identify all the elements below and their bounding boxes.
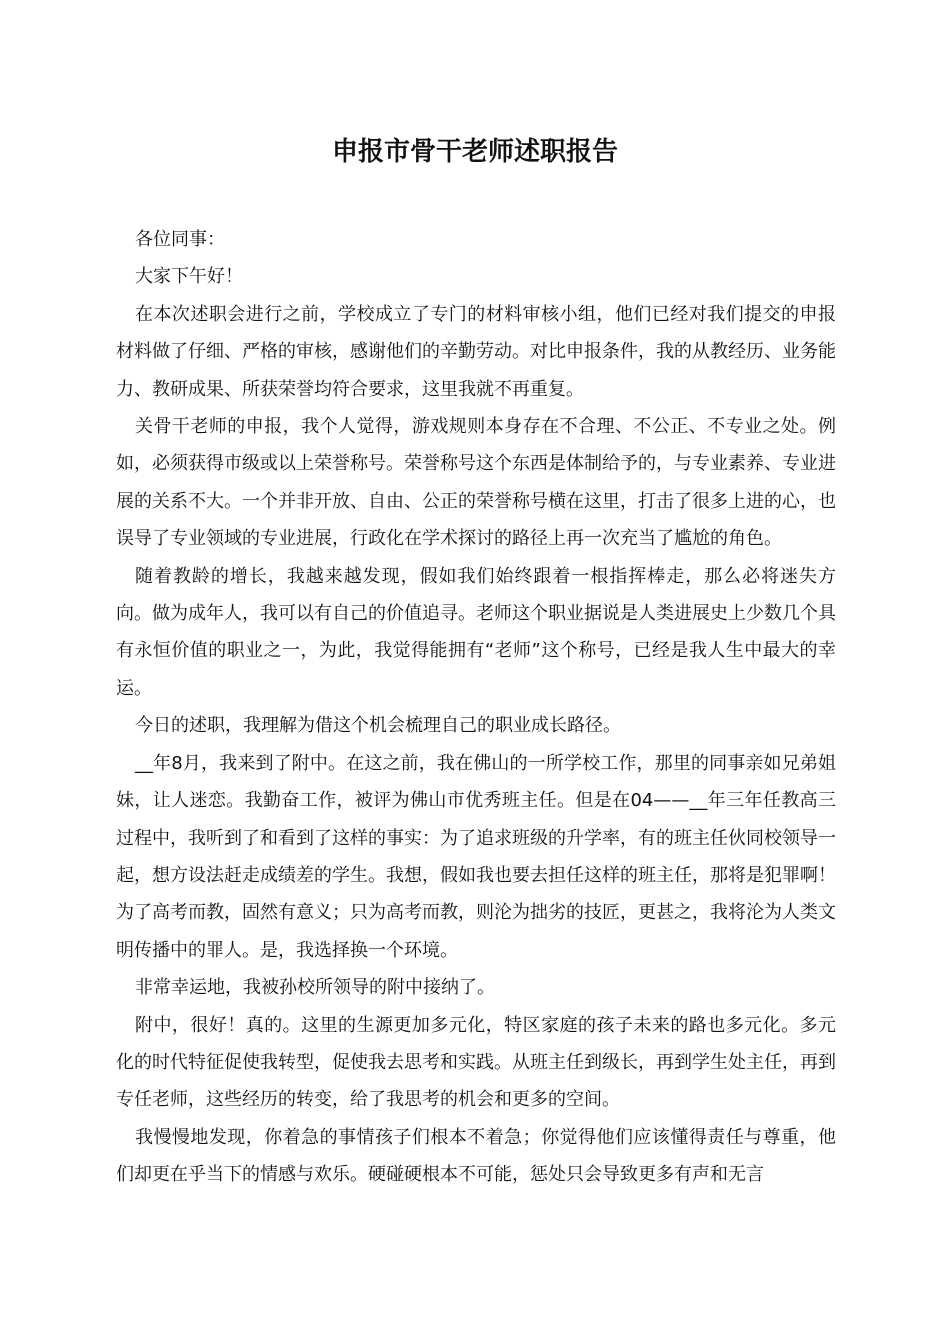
document-body <box>116 221 836 1194</box>
paragraph: __年8月，我来到了附中。在这之前，我在佛山的一所学校工作，那里的同事亲如兄弟姐妹，让人迷恋。我勤奋工作，被评为佛山市优秀班主任。但是在04——__年三年任教高三过程中，我听到了和看到了这样的事实：为了追求班级的升学率，有的班主任伙同校领导一起，想方设法赶走成绩差的学生。我想，假如我也要去担任这样的班主任，那将是犯罪啊！为了高考而教，固然有意义；只为高考而教，则沦为拙劣的技匠，更甚之，我将沦为人类文明传播中的罪人。是，我选择换一个环境。 <box>116 752 836 961</box>
salutation: 各位同事： <box>135 229 225 250</box>
paragraph: 附中，很好！真的。这里的生源更加多元化，特区家庭的孩子未来的路也多元化。多元化的时代特征促使我转型，促使我去思考和实践。从班主任到级长，再到学生处主任，再到专任老师，这些经历的转变，给了我思考的机会和更多的空间。 <box>116 1014 836 1111</box>
paragraph: 随着教龄的增长，我越来越发现，假如我们始终跟着一根指挥棒走，那么必将迷失方向。做为成年人，我可以有自己的价值追寻。老师这个职业据说是人类进展史上少数几个具有永恒价值的职业之一，为此，我觉得能拥有“老师”这个称号，已经是我人生中最大的幸运。 <box>116 565 836 699</box>
paragraph: 在本次述职会进行之前，学校成立了专门的材料审核小组，他们已经对我们提交的申报材料做了仔细、严格的审核，感谢他们的辛勤劳动。对比申报条件，我的从教经历、业务能力、教研成果、所获荣誉均符合要求，这里我就不再重复。 <box>116 303 836 400</box>
document-title: 申报市骨干老师述职报告 <box>331 137 618 167</box>
paragraph: 今日的述职，我理解为借这个机会梳理自己的职业成长路径。 <box>135 715 621 737</box>
paragraph: 非常幸运地，我被孙校所领导的附中接纳了。 <box>135 977 495 999</box>
paragraph: 关骨干老师的申报，我个人觉得，游戏规则本身存在不合理、不公正、不专业之处。例如，必须获得市级或以上荣誉称号。荣誉称号这个东西是体制给予的，与专业素养、专业进展的关系不大。一个并非开放、自由、公正的荣誉称号横在这里，打击了很多上进的心，也误导了专业领域的专业进展，行政化在学术探讨的路径上再一次充当了尴尬的角色。 <box>116 416 836 550</box>
paragraph: 我慢慢地发现，你着急的事情孩子们根本不着急；你觉得他们应该懂得责任与尊重，他们却更在乎当下的情感与欢乐。硬碰硬根本不可能，惩处只会导致更多有声和无言 <box>116 1126 836 1186</box>
greeting: 大家下午好！ <box>135 266 243 288</box>
